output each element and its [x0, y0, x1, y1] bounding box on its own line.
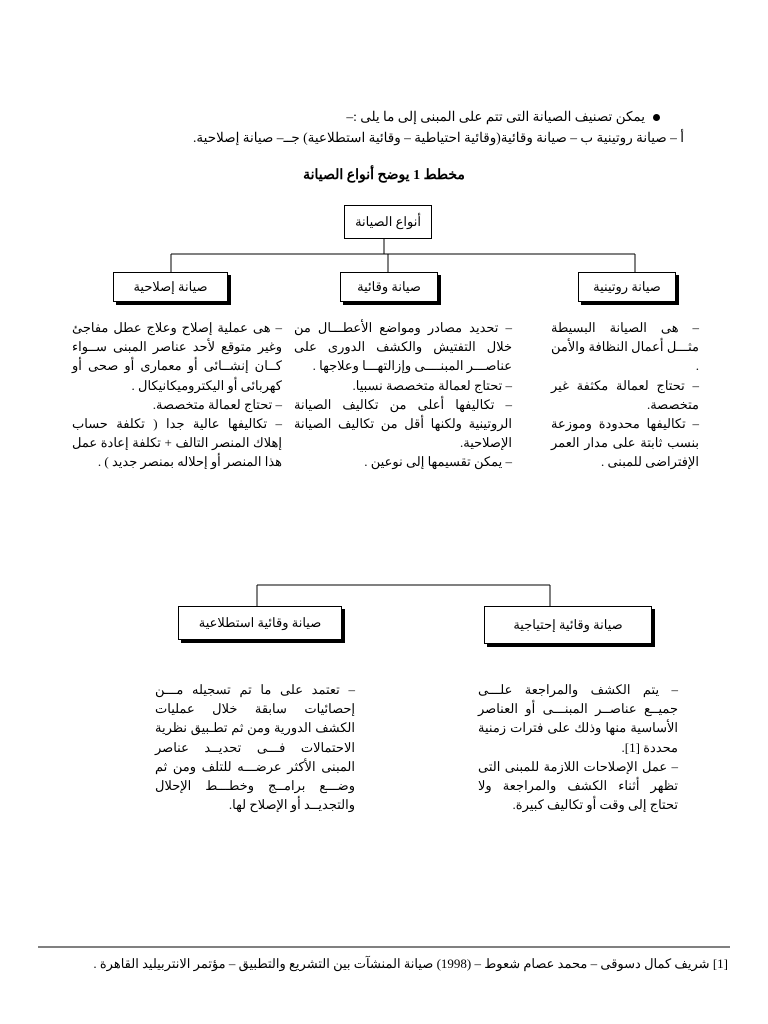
routine-details — [551, 318, 699, 472]
routine-title: صيانة روتينية — [593, 279, 661, 294]
preventive-item: – تكاليفها أعلى من تكاليف الصيانة الروتينية ولكنها أقل من تكاليف الصيانة الإصلاحية. — [294, 396, 512, 451]
corrective-title: صيانة إصلاحية — [133, 279, 208, 294]
footnote: [1] شريف كمال دسوقى – محمد عصام شعوط – (1998) صيانة المنشآت بين التشريع والتطبيق – مؤتمر الانتربيليد القاهرة . — [93, 956, 728, 971]
precautionary-item: – عمل الإصلاحات اللازمة للمبنى التى تظهر أثناء الكشف والمراجعة ولا تحتاج إلى وقت أو تكاليف كبيرة. — [478, 758, 678, 813]
routine-item: – تحتاج لعمالة مكثفة غير متخصصة. — [551, 377, 699, 412]
corrective-details — [72, 318, 282, 472]
corrective-item: – تكاليفها عالية جدا ( تكلفة حساب إهلاك المنصر التالف + تكلفة إعادة عمل هذا المنصر أو إحلاله بمنصر جديد ) . — [72, 416, 282, 470]
preventive-title: صيانة وقائية — [357, 279, 421, 294]
exploratory-title: صيانة وقائية استطلاعية — [198, 615, 322, 630]
preventive-item: – تحتاج لعمالة متخصصة نسبيا. — [352, 377, 512, 393]
routine-box — [578, 272, 676, 302]
precautionary-item: – يتم الكشف والمراجعة علـــى جميــع عناصــر المبنـــى أو العناصر الأساسية منها وذلك على فترات زمنية محددة [1]. — [478, 682, 678, 755]
preventive-item: – يمكن تقسيمها إلى نوعين . — [364, 454, 512, 470]
routine-item: – هى الصيانة البسيطة مثـــل أعمال النظافة والأمن . — [551, 320, 699, 374]
root-box — [344, 205, 432, 239]
preventive-box — [340, 272, 438, 302]
routine-item: – تكاليفها محدودة وموزعة بنسب ثابتة على مدار العمر الإفتراضى للمبنى . — [551, 416, 699, 470]
precautionary-box — [484, 606, 652, 644]
root-label: أنواع الصيانة — [355, 214, 421, 229]
preventive-details — [294, 318, 512, 472]
exploratory-box — [178, 606, 342, 640]
diagram-caption: مخطط 1 يوضح أنواع الصيانة — [303, 168, 465, 183]
precautionary-details — [478, 680, 678, 814]
precautionary-title: صيانة وقائية إحتياجية — [513, 617, 623, 632]
intro-line-2: أ – صيانة روتينية ب – صيانة وقائية(وقائية احتياطية – وقائية استطلاعية) جــ– صيانة إصلاحية. — [193, 130, 684, 145]
exploratory-details — [155, 680, 355, 814]
exploratory-item: – تعتمد على ما تم تسجيله مـــن إحصائيات سابقة خلال عمليات الكشف الدورية ومن ثم تطـبيق نظرية الاحتمالات فـــى تحديــد عناصر المبنى الأكثر عرضـــه للتلف ومن ثم وضـــع برامــج وخطـــط الإحلال والتجديــد أو الإصلاح لها. — [155, 682, 355, 813]
corrective-box — [113, 272, 228, 302]
preventive-item: – تحديد مصادر ومواضع الأعطـــال من خلال التفتيش والكشف الدورى على عناصـــر المبنــــى وإزالتهـــا وعلاجها . — [294, 320, 512, 374]
corrective-item: – هى عملية إصلاح وعلاج عطل مفاجئ وغير متوقع لأحد عناصر المبنى ســواء كــان إنشــائى أو معمارى أو صحى أو كهربائى أو اليكتروميكانيكال . — [72, 320, 282, 393]
intro-text-1: يمكن تصنيف الصيانة التى تتم على المبنى إلى ما يلى :– — [346, 109, 645, 124]
corrective-item: – تحتاج لعمالة متخصصة. — [152, 396, 282, 412]
